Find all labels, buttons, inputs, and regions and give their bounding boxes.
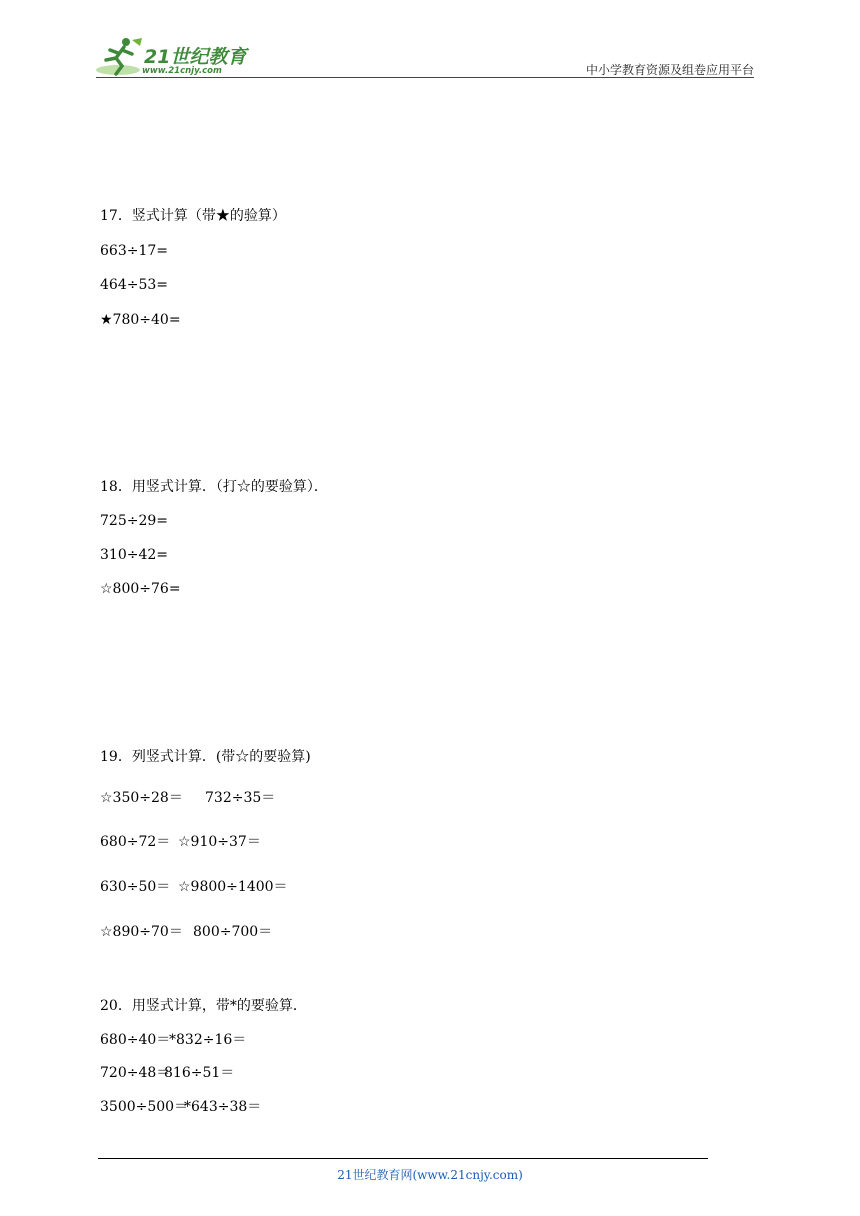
question-20-row-3-right: *643÷38＝	[184, 1099, 262, 1115]
question-19-row-1-right: 732÷35＝	[205, 790, 276, 806]
question-19-row-1-left: ☆350÷28＝	[100, 790, 183, 806]
question-18-title: 18．用竖式计算．（打☆的要验算）．	[100, 479, 328, 495]
question-20-row-1-left: 680÷40＝	[100, 1032, 171, 1048]
question-17-title: 17．竖式计算（带★的验算）	[100, 208, 286, 224]
site-logo	[96, 36, 266, 80]
question-17-item-2: 464÷53=	[100, 277, 168, 293]
header-platform-name: 中小学教育资源及组卷应用平台	[585, 63, 754, 77]
footer-divider	[98, 1158, 708, 1159]
question-19-row-2-left: 680÷72＝	[100, 834, 171, 850]
question-19-row-4-left: ☆890÷70＝	[100, 924, 183, 940]
question-19-row-3-left: 630÷50＝	[100, 879, 171, 895]
question-18-item-3: ☆800÷76=	[100, 581, 181, 597]
question-20-row-1-right: *832÷16＝	[169, 1032, 247, 1048]
question-20-row-3-left: 3500÷500＝	[100, 1099, 189, 1115]
question-18-item-1: 725÷29=	[100, 513, 168, 529]
question-20-title: 20．用竖式计算，带*的要验算．	[100, 998, 307, 1014]
question-20-row-2-left: 720÷48＝	[100, 1065, 171, 1081]
page-header	[0, 0, 860, 90]
runner-logo-icon	[96, 36, 146, 80]
footer-site-link[interactable]: 21世纪教育网(www.21cnjy.com)	[337, 1168, 523, 1182]
question-20-row-2-right: 816÷51＝	[164, 1065, 235, 1081]
logo-url-text: www.21cnjy.com	[142, 66, 222, 76]
header-divider	[96, 77, 754, 78]
question-19-row-2-right: ☆910÷37＝	[178, 834, 261, 850]
question-17-item-3: ★780÷40=	[100, 312, 181, 328]
logo-main-text: 21世纪教育	[144, 46, 247, 68]
question-17-item-1: 663÷17=	[100, 243, 168, 259]
question-19-row-4-right: 800÷700＝	[193, 924, 273, 940]
question-18-item-2: 310÷42=	[100, 547, 168, 563]
question-19-row-3-right: ☆9800÷1400＝	[178, 879, 288, 895]
question-19-title: 19．列竖式计算．(带☆的要验算)	[100, 749, 311, 765]
